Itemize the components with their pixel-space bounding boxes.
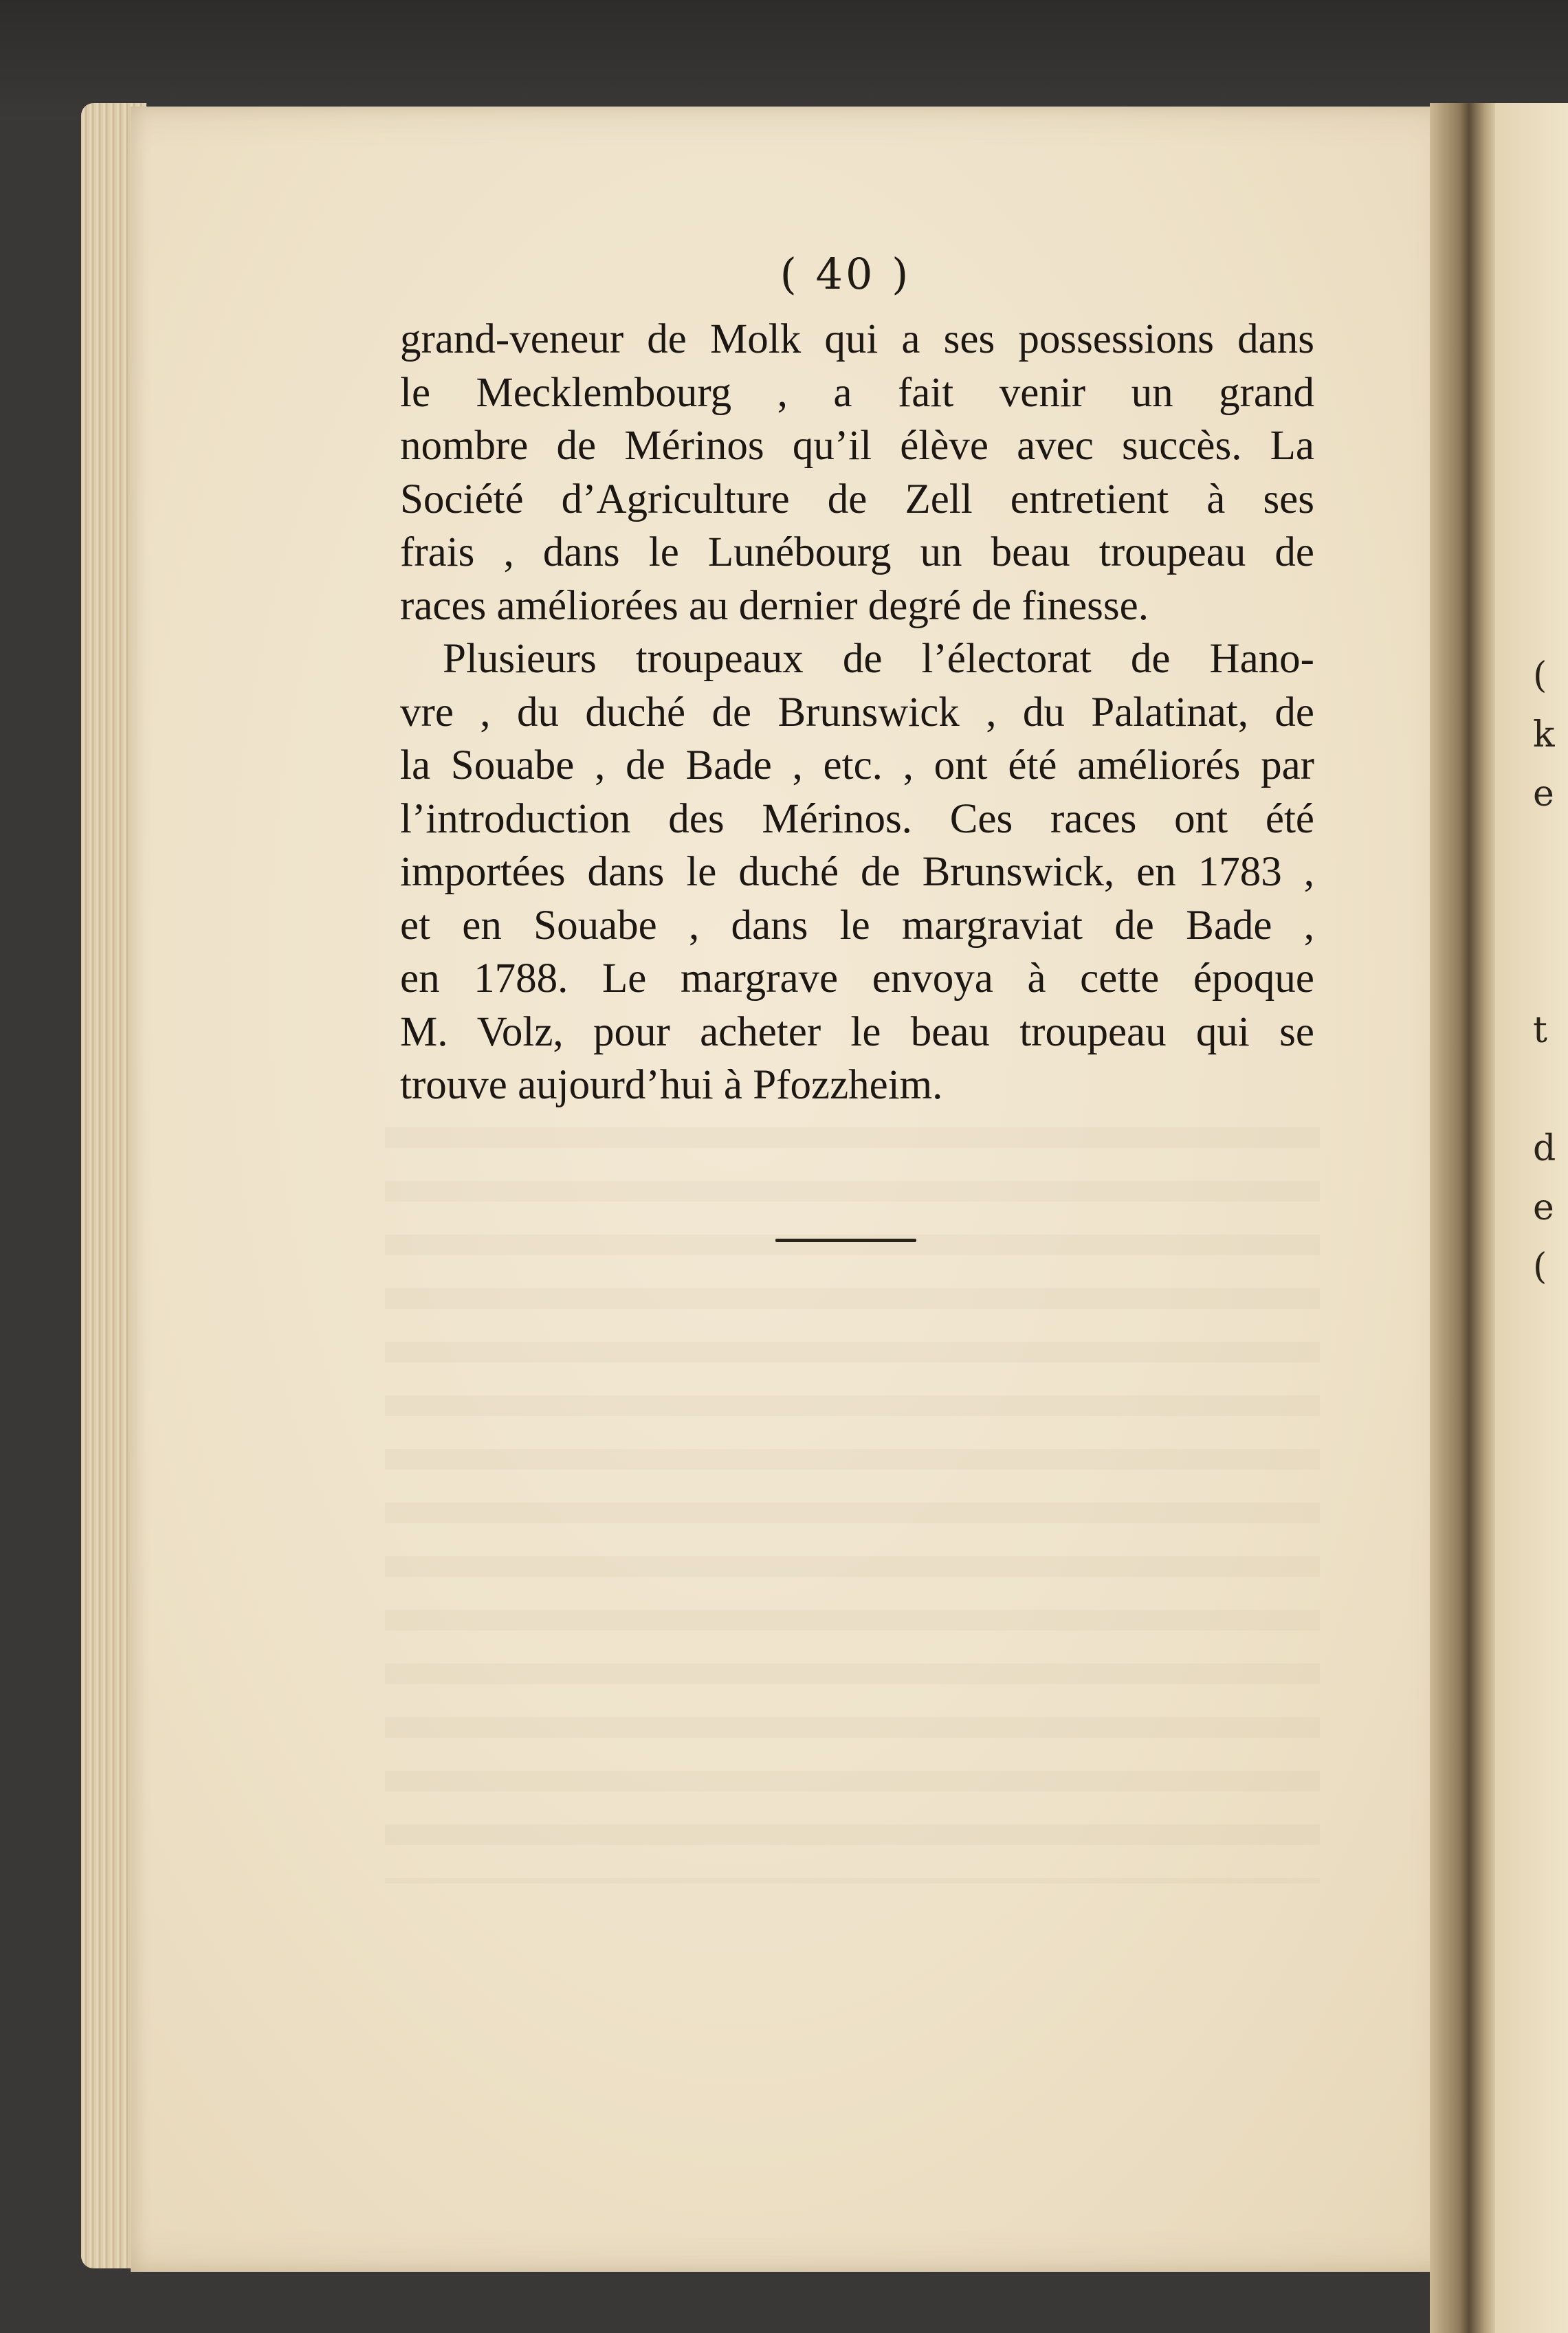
text-line: Plusieurs troupeaux de l’électorat de Hano- — [443, 636, 1314, 682]
text-line: et en Souabe , dans le margraviat de Bade , — [400, 902, 1314, 949]
body-text — [400, 313, 1314, 1112]
text-line: nombre de Mérinos qu’il élève avec succès. La — [400, 423, 1314, 469]
text-line: Société d’Agriculture de Zell entretient à ses — [400, 476, 1314, 522]
text-line: l’introduction des Mérinos. Ces races ont été — [400, 795, 1314, 842]
text-line: en 1788. Le margrave envoya à cette époque — [400, 955, 1314, 1002]
text-line: races améliorées au dernier degré de finesse. — [400, 582, 1149, 629]
scan-backdrop — [0, 0, 1568, 120]
text-line: grand-veneur de Molk qui a ses possessions dans — [400, 316, 1314, 362]
text-line: la Souabe , de Bade , etc. , ont été améliorés par — [400, 742, 1314, 788]
section-divider-rule — [775, 1239, 916, 1242]
text-line: M. Volz, pour acheter le beau troupeau qui se — [400, 1008, 1314, 1055]
text-line: importées dans le duché de Brunswick, en 1783 , — [400, 849, 1314, 895]
facing-page-fragments: ( k e t d e ( — [1533, 655, 1556, 1287]
page-number: ( 40 ) — [780, 249, 912, 299]
text-line: le Mecklembourg , a fait venir un grand — [400, 369, 1314, 416]
text-line: vre , du duché de Brunswick , du Palatinat, de — [400, 689, 1314, 736]
book-gutter — [1430, 103, 1495, 2333]
text-line: trouve aujourd’hui à Pfozzheim. — [400, 1062, 943, 1108]
text-line: frais , dans le Lunébourg un beau troupeau de — [400, 529, 1314, 575]
